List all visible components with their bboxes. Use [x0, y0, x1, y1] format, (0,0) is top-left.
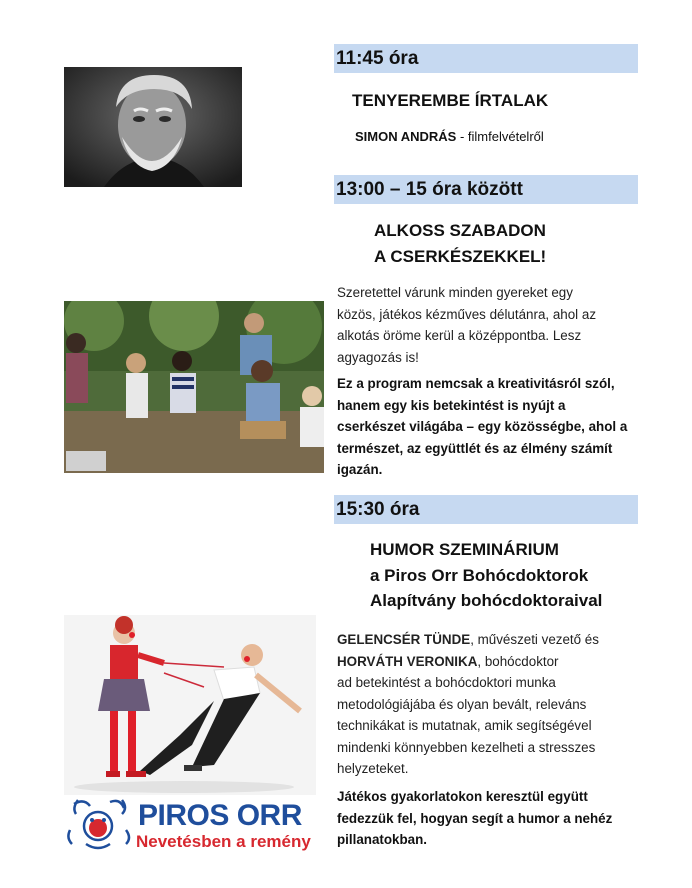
section3-highlight — [337, 786, 647, 851]
para-line: pillanatokban. — [337, 832, 428, 847]
section2-title-line2: A CSERKÉSZEKKEL! — [374, 247, 547, 266]
clown-doctors-photo — [64, 615, 316, 795]
para-line: ad betekintést a bohócdoktori munka — [337, 675, 556, 690]
presenter-role-2: , bohócdoktor — [477, 653, 559, 669]
section3-description — [337, 629, 647, 780]
section2-highlight — [337, 373, 637, 481]
performer-note: - filmfelvételről — [456, 129, 544, 144]
para-line — [337, 651, 647, 673]
section3-title-line2: a Piros Orr Bohócdoktorok — [370, 565, 589, 585]
para-line: metodológiájába és olyan bevált, releváns — [337, 696, 587, 712]
para-line: agyagozás is! — [337, 349, 419, 365]
para-line: cserkészet világába – egy közösségbe, ahol a — [337, 419, 628, 434]
para-line: helyzeteket. — [337, 761, 409, 776]
section2-title — [374, 218, 546, 270]
scouts-crafting-photo — [64, 301, 324, 473]
logo-brand: PIROS ORR — [138, 799, 302, 832]
para-line: igazán. — [337, 462, 383, 477]
para-line: Szeretettel várunk minden gyereket egy — [337, 285, 573, 300]
section3-title-line3: Alapítvány bohócdoktoraival — [370, 591, 603, 610]
time-bar-1300: 13:00 – 15 óra között — [334, 175, 638, 204]
section3-title-line1: HUMOR SZEMINÁRIUM — [370, 540, 559, 559]
para-line: alkotás öröme kerül a középpontba. Lesz — [337, 328, 582, 343]
section3-title — [370, 537, 602, 614]
para-line: közös, játékos kézműves délutánra, ahol az — [337, 306, 597, 322]
section2-description — [337, 282, 637, 368]
section1-performer — [355, 126, 544, 148]
piros-orr-logo — [64, 796, 324, 858]
para-line: technikákat is mutatnak, amik segítségével — [337, 718, 592, 733]
logo-tagline: Nevetésben a remény — [136, 832, 311, 851]
section1-title: TENYEREMBE ÍRTALAK — [352, 91, 549, 110]
time-bar-1145: 11:45 óra — [334, 44, 638, 73]
para-line: hanem egy kis betekintést is nyújt a — [337, 397, 566, 413]
time-bar-1530: 15:30 óra — [334, 495, 638, 524]
section2-title-line1: ALKOSS SZABADON — [374, 221, 546, 240]
clown-face-icon — [64, 796, 134, 856]
para-line: Ez a program nemcsak a kreativitásról szól, — [337, 376, 615, 391]
para-line: mindenki könnyebben kezelheti a stresszes — [337, 739, 596, 755]
para-line: fedezzük fel, hogyan segít a humor a nehéz — [337, 810, 613, 826]
presenter-name-1: GELENCSÉR TÜNDE — [337, 632, 471, 647]
performer-name: SIMON ANDRÁS — [355, 129, 457, 144]
para-line: természet, az együttlét és az élmény számít — [337, 440, 613, 456]
presenter-role-1: , művészeti vezető és — [470, 632, 599, 647]
presenter-name-2: HORVÁTH VERONIKA — [337, 653, 478, 669]
para-line — [337, 629, 647, 651]
para-line: Játékos gyakorlatokon keresztül együtt — [337, 789, 588, 804]
simon-andras-portrait — [64, 67, 242, 187]
